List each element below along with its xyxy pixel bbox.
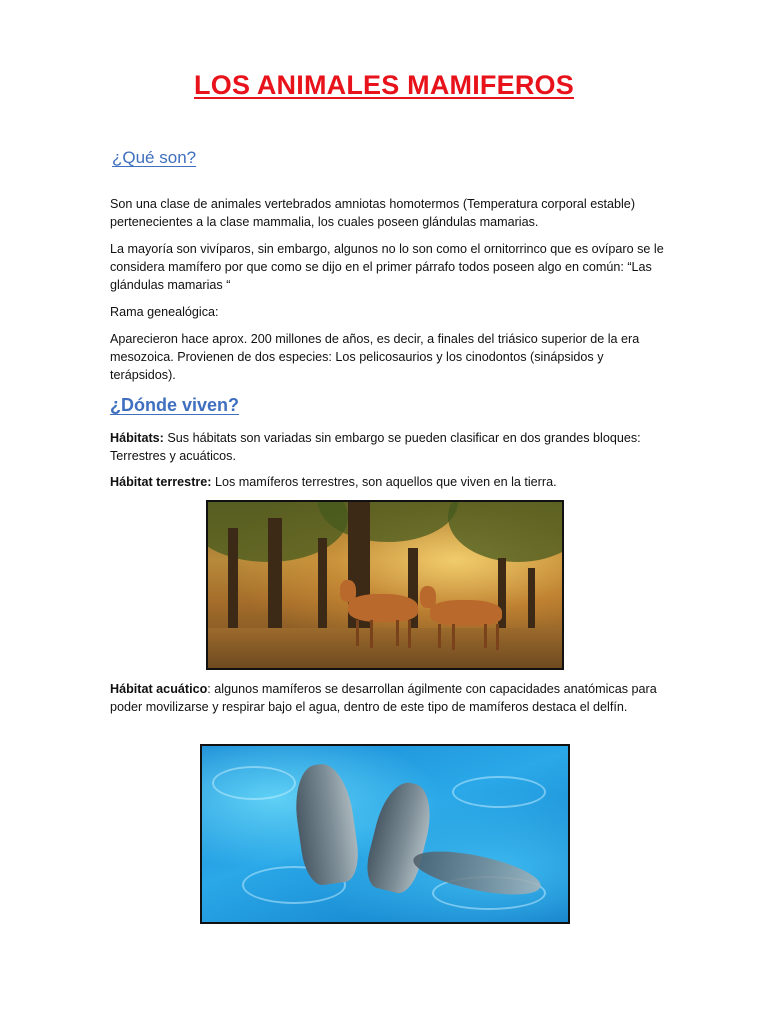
deer-leg xyxy=(356,620,359,646)
heading-que-son: ¿Qué son? xyxy=(112,148,197,167)
canopy-shape xyxy=(448,500,564,562)
page-title: LOS ANIMALES MAMIFEROS xyxy=(194,70,574,100)
dolphin-shape xyxy=(361,777,438,896)
heading-donde-viven: ¿Dónde viven? xyxy=(110,395,240,415)
deer-body xyxy=(430,600,502,626)
deer-leg xyxy=(438,624,441,648)
paragraph-habitat-acuatico xyxy=(110,680,670,716)
deer-forest-image xyxy=(206,500,564,670)
ground-shape xyxy=(208,628,562,668)
paragraph-definition: Son una clase de animales vertebrados amniotas homotermos (Temperatura corporal estable) pertenecientes a la clase mammalia, los cuales poseen glándulas mamarias. xyxy=(110,197,636,229)
deer-leg xyxy=(396,620,399,646)
terrestre-label: Hábitat terrestre: xyxy=(110,475,212,489)
terrestre-text: Los mamíferos terrestres, son aquellos que viven en la tierra. xyxy=(211,475,557,489)
habitats-text: Sus hábitats son variadas sin embargo se pueden clasificar en dos grandes bloques: Terrestres y acuáticos. xyxy=(110,431,641,463)
acuatico-text: : algunos mamíferos se desarrollan ágilmente con capacidades anatómicas para poder movilizarse y respirar bajo el agua, dentro de este tipo de mamíferos destaca el delfín. xyxy=(110,682,657,714)
deer-head xyxy=(340,580,356,602)
deer-body xyxy=(348,594,418,622)
habitats-label: Hábitats: xyxy=(110,431,164,445)
deer-leg xyxy=(370,620,373,648)
acuatico-label: Hábitat acuático xyxy=(110,682,208,696)
paragraph-rama-genealogica: Rama genealógica: xyxy=(110,305,219,319)
deer-head xyxy=(420,586,436,608)
paragraph-habitat-terrestre xyxy=(110,473,670,491)
deer-leg xyxy=(452,624,455,650)
paragraph-viviparos: La mayoría son vivíparos, sin embargo, algunos no lo son como el ornitorrinco que es ovíparo se le considera mamífero por que como se dijo en el primer párrafo todos poseen algo en común: “Las glándulas mamarias “ xyxy=(110,242,664,292)
water-ripple xyxy=(452,776,546,808)
paragraph-habitats xyxy=(110,429,670,465)
deer-leg xyxy=(496,624,499,650)
dolphins-image xyxy=(200,744,570,924)
paragraph-origen: Aparecieron hace aprox. 200 millones de años, es decir, a finales del triásico superior de la era mesozoica. Provienen de dos especies: Los pelicosaurios y los cinodontos (sinápsidos y terápsidos). xyxy=(110,332,640,382)
deer-leg xyxy=(408,620,411,648)
deer-leg xyxy=(484,624,487,648)
water-ripple xyxy=(212,766,296,800)
